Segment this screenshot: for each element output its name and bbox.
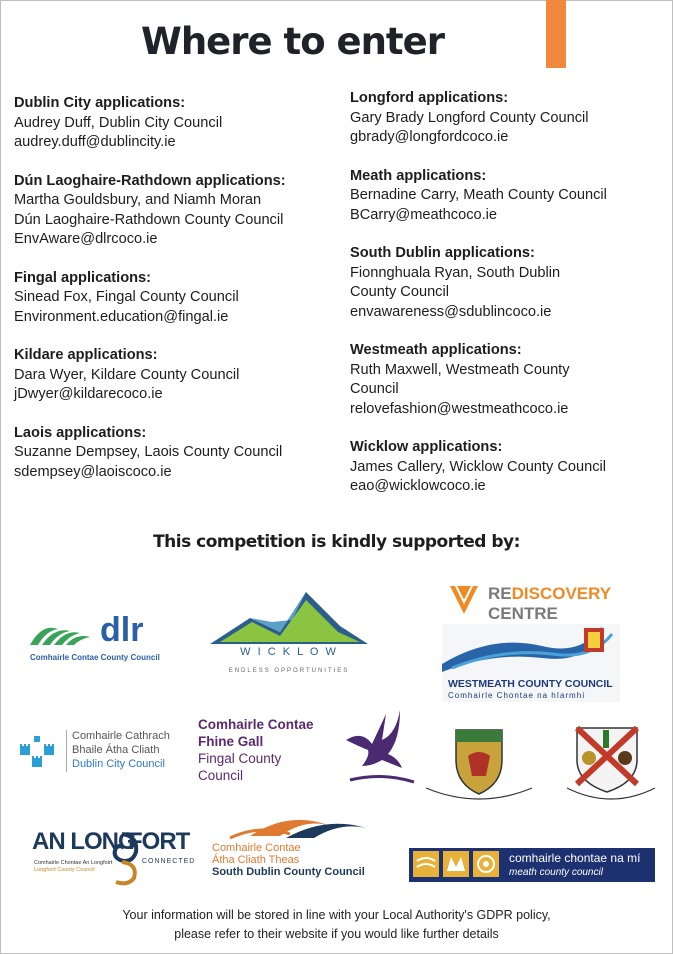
rediscovery-line2: CENTRE bbox=[488, 604, 558, 623]
left-column bbox=[14, 94, 334, 501]
footer-line-2: please refer to their website if you would like further details bbox=[174, 927, 499, 941]
dublin-line3: Dublin City Council bbox=[72, 758, 165, 770]
south-dublin-line1: Comhairle Contae bbox=[212, 842, 301, 854]
entry-heading: Kildare applications: bbox=[14, 347, 158, 363]
entry-heading: Dublin City applications: bbox=[14, 95, 186, 111]
contact-entry bbox=[14, 269, 334, 328]
gdpr-footer bbox=[0, 906, 673, 944]
entry-heading: Longford applications: bbox=[350, 90, 509, 106]
entry-email-link[interactable]: envawareness@sdublincoco.ie bbox=[350, 303, 552, 320]
contact-entry bbox=[14, 346, 334, 405]
wicklow-logo bbox=[210, 592, 370, 678]
rediscovery-triangle-icon bbox=[448, 584, 480, 616]
dlr-subtitle: Comhairle Contae County Council bbox=[30, 653, 160, 662]
contact-entry bbox=[350, 244, 670, 322]
contact-entry bbox=[14, 424, 334, 483]
meath-symbols-icon bbox=[413, 851, 503, 879]
entry-contact-line: Fionnghuala Ryan, South Dublin bbox=[350, 264, 561, 281]
kildare-shield-icon bbox=[563, 724, 659, 804]
entry-heading: Laois applications: bbox=[14, 424, 147, 441]
dublin-line1: Comhairle Cathrach bbox=[72, 730, 170, 742]
westmeath-wave-icon bbox=[442, 624, 620, 672]
south-dublin-wave-icon bbox=[210, 816, 366, 840]
entry-contact-line: Dún Laoghaire-Rathdown County Council bbox=[14, 211, 284, 228]
longford-connected: CONNECTED bbox=[142, 858, 196, 865]
contact-entry bbox=[14, 172, 334, 250]
longford-logo bbox=[32, 828, 196, 892]
westmeath-name: WESTMEATH COUNTY COUNCIL bbox=[448, 678, 613, 690]
entry-email-link[interactable]: sdempsey@laoiscoco.ie bbox=[14, 463, 172, 480]
dublin-divider bbox=[66, 730, 67, 772]
contact-entry bbox=[350, 167, 670, 226]
wicklow-mountains-icon bbox=[210, 592, 368, 644]
fingal-logo bbox=[198, 717, 328, 787]
dublin-castles-icon bbox=[18, 732, 58, 772]
meath-line2: meath county council bbox=[509, 867, 603, 878]
entry-email-link[interactable]: jDwyer@kildarecoco.ie bbox=[14, 386, 163, 402]
contact-entry bbox=[350, 89, 670, 148]
supported-by-heading: This competition is kindly supported by: bbox=[153, 532, 520, 552]
fingal-line2: Fhine Gall bbox=[198, 734, 264, 749]
dlr-logo bbox=[28, 611, 160, 665]
entry-email-link[interactable]: audrey.duff@dublincity.ie bbox=[14, 134, 176, 150]
rediscovery-re: RE bbox=[488, 584, 512, 603]
longford-big2: FORT bbox=[128, 828, 190, 855]
fingal-line3: Fingal County bbox=[198, 751, 282, 766]
dlr-mark: dlr bbox=[100, 611, 144, 649]
entry-contact-line: Sinead Fox, Fingal County Council bbox=[14, 289, 239, 305]
kildare-logo bbox=[342, 710, 418, 790]
entry-email-link[interactable]: eao@wicklowcoco.ie bbox=[350, 478, 486, 494]
entry-contact-line: Gary Brady Longford County Council bbox=[350, 109, 589, 126]
entry-email-link[interactable]: EnvAware@dlrcoco.ie bbox=[14, 231, 158, 247]
laois-shield-icon bbox=[424, 726, 534, 802]
entry-heading: Dún Laoghaire-Rathdown applications: bbox=[14, 172, 286, 189]
entry-email-link[interactable]: Environment.education@fingal.ie bbox=[14, 308, 229, 325]
rediscovery-centre-logo bbox=[448, 584, 613, 624]
entry-contact-line: Suzanne Dempsey, Laois County Council bbox=[14, 444, 283, 460]
meath-logo bbox=[409, 848, 655, 882]
entry-email-link[interactable]: relovefashion@westmeathcoco.ie bbox=[350, 400, 569, 417]
entry-heading: Wicklow applications: bbox=[350, 439, 503, 455]
south-dublin-line2: Átha Cliath Theas bbox=[212, 854, 300, 866]
wicklow-name: W I C K L O W bbox=[240, 646, 338, 658]
entry-contact-line: Dara Wyer, Kildare County Council bbox=[14, 366, 240, 383]
meath-line1: comhairle chontae na mí bbox=[509, 851, 641, 865]
kildare-bird-icon bbox=[342, 710, 418, 790]
entry-heading: Meath applications: bbox=[350, 167, 487, 184]
contact-entry bbox=[350, 438, 670, 497]
page-title: Where to enter bbox=[141, 20, 444, 63]
wicklow-tagline: ENDLESS OPPORTUNITIES bbox=[228, 668, 350, 674]
entry-heading: Westmeath applications: bbox=[350, 342, 522, 358]
entry-contact-line: Ruth Maxwell, Westmeath County bbox=[350, 361, 570, 378]
entry-email-link[interactable]: BCarry@meathcoco.ie bbox=[350, 206, 498, 223]
entry-contact-line: Martha Gouldsbury, and Niamh Moran bbox=[14, 192, 262, 208]
longford-sub1: Comhairle Chontae An Longfoirt bbox=[34, 860, 113, 866]
entry-heading: South Dublin applications: bbox=[350, 245, 535, 261]
contact-entry bbox=[14, 94, 334, 153]
entry-contact-line: Council bbox=[350, 381, 399, 397]
contact-entry bbox=[350, 341, 670, 419]
entry-contact-line: Bernadine Carry, Meath County Council bbox=[350, 187, 607, 203]
laois-crest-logo bbox=[424, 726, 534, 802]
longford-big: AN LONG bbox=[32, 828, 136, 855]
rediscovery-line1 bbox=[488, 584, 611, 604]
rediscovery-discovery: DISCOVERY bbox=[511, 584, 612, 603]
entry-heading: Fingal applications: bbox=[14, 269, 152, 286]
westmeath-irish: Comhairle Chontae na hIarmhí bbox=[448, 691, 586, 700]
entry-contact-line: Audrey Duff, Dublin City Council bbox=[14, 114, 223, 131]
south-dublin-line3: South Dublin County Council bbox=[212, 866, 365, 878]
entry-contact-line: County Council bbox=[350, 284, 449, 300]
dublin-city-logo bbox=[18, 730, 188, 774]
longford-sub2: Longford County Council bbox=[34, 867, 95, 873]
fingal-line1: Comhairle Contae bbox=[198, 717, 314, 732]
dlr-waves-icon bbox=[28, 619, 98, 649]
footer-line-1: Your information will be stored in line with your Local Authority's GDPR policy, bbox=[122, 908, 551, 922]
westmeath-logo bbox=[442, 624, 620, 702]
south-dublin-logo bbox=[210, 816, 370, 882]
kildare-crest-logo bbox=[563, 724, 659, 804]
dublin-line2: Bhaile Átha Cliath bbox=[72, 744, 160, 756]
fingal-line4: Council bbox=[198, 768, 244, 783]
entry-contact-line: James Callery, Wicklow County Council bbox=[350, 458, 607, 475]
entry-email-link[interactable]: gbrady@longfordcoco.ie bbox=[350, 129, 509, 145]
right-column bbox=[350, 89, 670, 516]
